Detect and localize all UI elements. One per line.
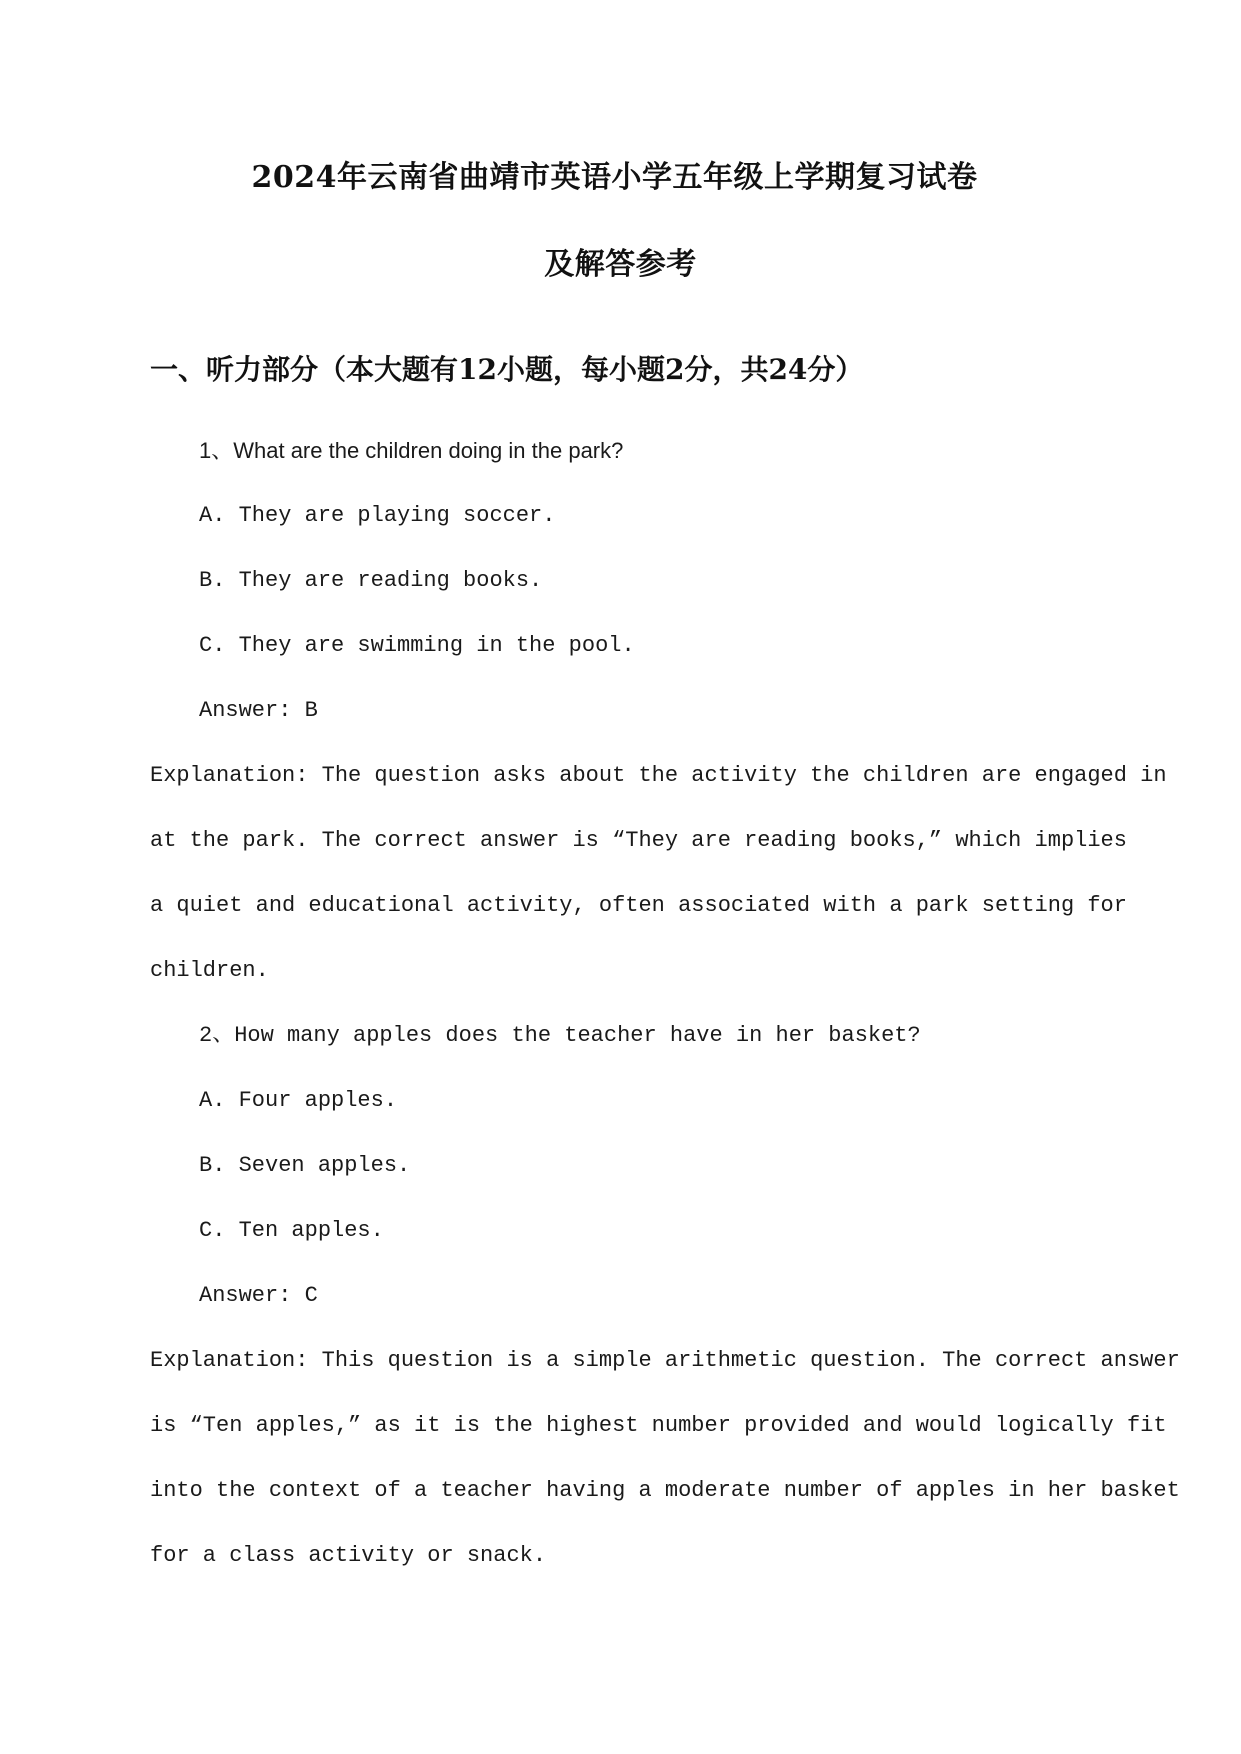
document-title-line-1: 2024年云南省曲靖市英语小学五年级上学期复习试卷 xyxy=(251,160,978,195)
question-2-answer: Answer: C xyxy=(199,1283,318,1308)
question-1-answer: Answer: B xyxy=(199,698,318,723)
question-2-explanation-line-4: for a class activity or snack. xyxy=(150,1543,547,1568)
question-2-option-b: B. Seven apples. xyxy=(199,1153,411,1178)
question-1-stem: 1、What are the children doing in the park? xyxy=(199,438,624,463)
question-1-explanation-line-4: children. xyxy=(150,958,269,983)
question-2-stem: 2、How many apples does the teacher have in her basket? xyxy=(199,1023,921,1048)
question-1-explanation-line-3: a quiet and educational activity, often associated with a park setting for xyxy=(150,893,1127,918)
section-heading: 一、听力部分（本大题有12小题，每小题2分，共24分） xyxy=(150,353,864,386)
question-2-option-a: A. Four apples. xyxy=(199,1088,398,1113)
question-1-option-c: C. They are swimming in the pool. xyxy=(199,633,635,658)
question-1-option-b: B. They are reading books. xyxy=(199,568,543,593)
question-2-explanation-line-1: Explanation: This question is a simple arithmetic question. The correct answer xyxy=(150,1348,1180,1373)
question-2-explanation-line-2: is “Ten apples,” as it is the highest number provided and would logically fit xyxy=(150,1413,1167,1438)
question-2-option-c: C. Ten apples. xyxy=(199,1218,384,1243)
question-1-explanation-line-1: Explanation: The question asks about the activity the children are engaged in xyxy=(150,763,1167,788)
question-1-option-a: A. They are playing soccer. xyxy=(199,503,556,528)
question-1-explanation-line-2: at the park. The correct answer is “They are reading books,” which implies xyxy=(150,828,1127,853)
document-title-line-2: 及解答参考 xyxy=(544,247,697,282)
question-2-explanation-line-3: into the context of a teacher having a moderate number of apples in her basket xyxy=(150,1478,1180,1503)
